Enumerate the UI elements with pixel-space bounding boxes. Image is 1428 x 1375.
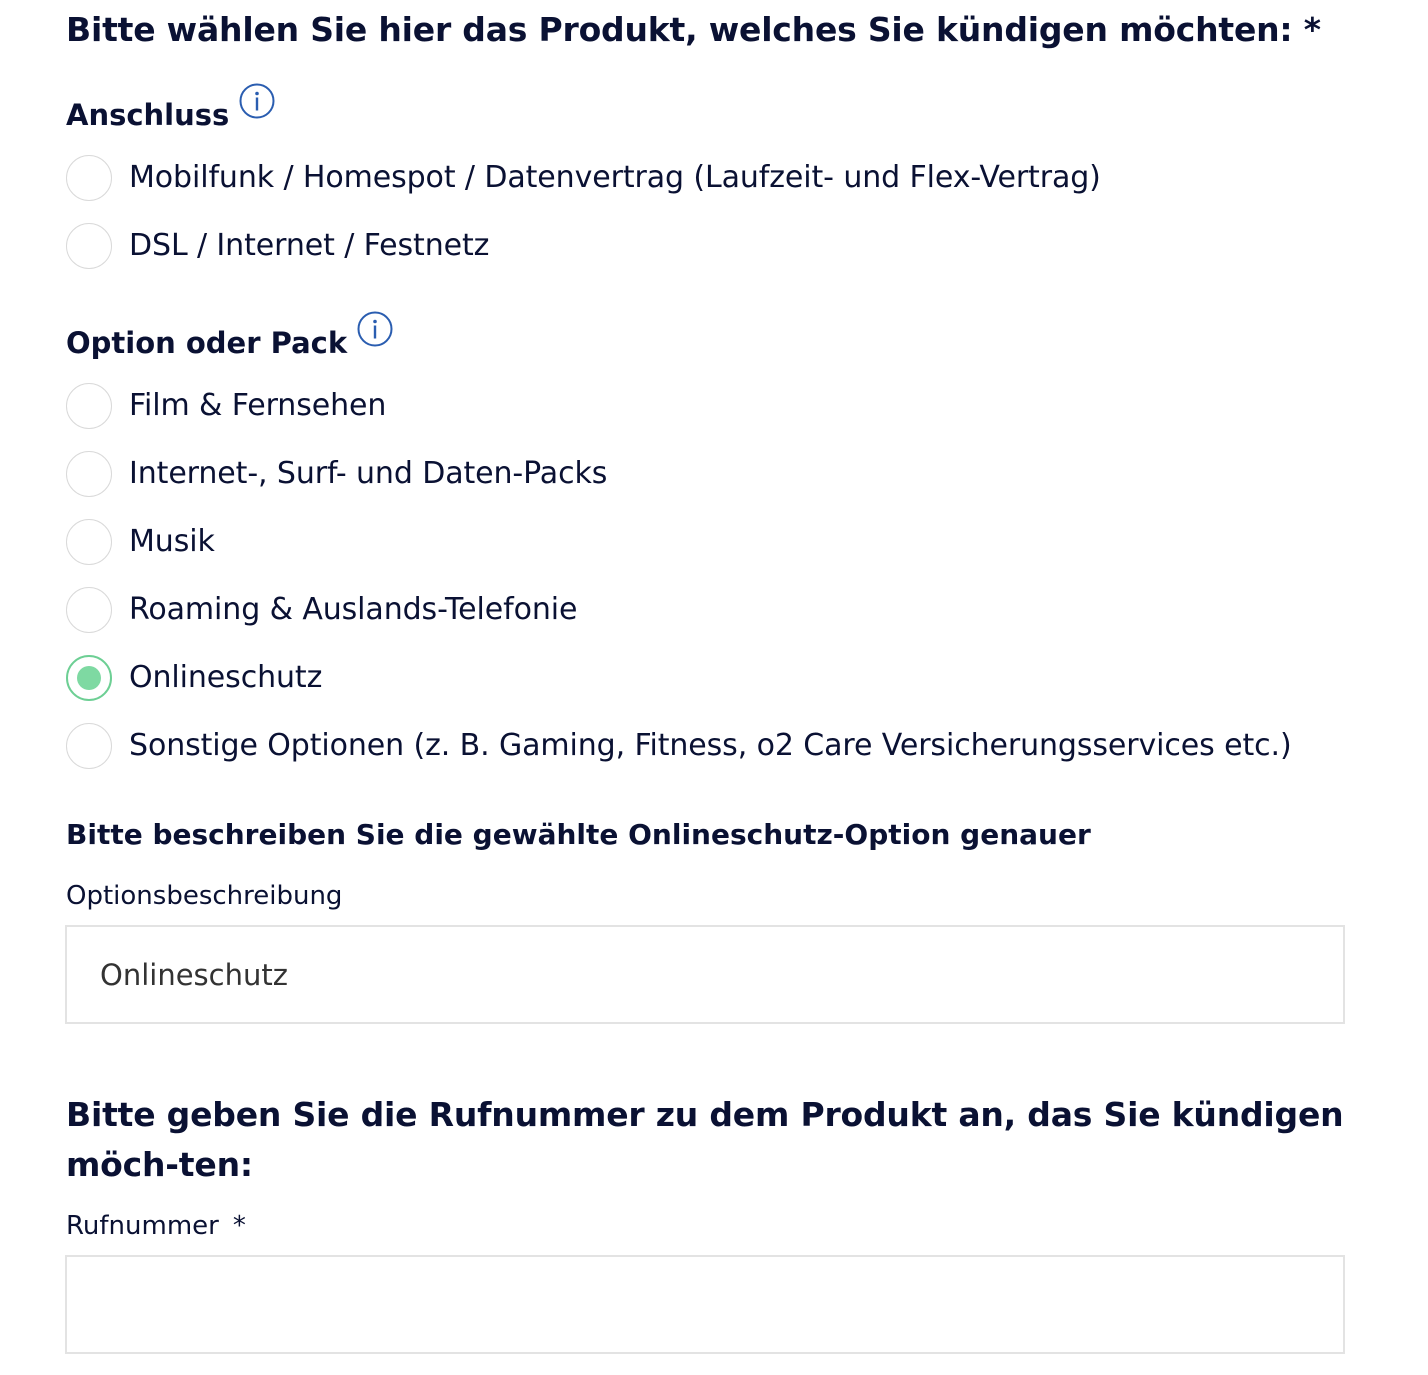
radio-button[interactable]	[66, 223, 112, 269]
radio-option-musik[interactable]	[66, 518, 215, 566]
group-title-option-oder-pack	[66, 323, 393, 363]
radio-option-film-fernsehen[interactable]	[66, 382, 386, 430]
radio-button-selected[interactable]	[66, 655, 112, 701]
radio-label: Film & Fernsehen	[129, 388, 387, 423]
phone-heading: Bitte geben Sie die Rufnummer zu dem Produkt an, das Sie kündigen möch-ten:	[66, 1095, 1344, 1184]
radio-button[interactable]	[66, 383, 112, 429]
radio-button[interactable]	[66, 155, 112, 201]
radio-label: Onlineschutz	[129, 660, 323, 695]
info-icon[interactable]	[357, 311, 393, 347]
radio-label: DSL / Internet / Festnetz	[129, 228, 490, 263]
radio-label: Sonstige Optionen (z. B. Gaming, Fitness, o2 Care Versicherungsservices etc.)	[129, 728, 1292, 763]
group-title-anschluss	[66, 95, 275, 135]
radio-option-dsl[interactable]	[66, 222, 489, 270]
radio-option-sonstige[interactable]	[66, 722, 1292, 770]
radio-label: Internet-, Surf- und Daten-Packs	[129, 456, 608, 491]
radio-button[interactable]	[66, 723, 112, 769]
product-selection-heading: Bitte wählen Sie hier das Produkt, welches Sie kündigen möchten: *	[66, 10, 1321, 49]
radio-button[interactable]	[66, 451, 112, 497]
group-title-label: Anschluss	[66, 98, 230, 132]
radio-label: Roaming & Auslands-Telefonie	[129, 592, 578, 627]
radio-label: Musik	[129, 524, 215, 559]
radio-option-mobilfunk[interactable]	[66, 154, 1101, 202]
info-icon[interactable]	[239, 83, 275, 119]
group-title-label: Option oder Pack	[66, 326, 348, 360]
phone-field-label	[66, 1209, 246, 1243]
radio-option-onlineschutz[interactable]	[66, 654, 322, 702]
radio-button[interactable]	[66, 519, 112, 565]
radio-label: Mobilfunk / Homespot / Datenvertrag (Laufzeit- und Flex-Vertrag)	[129, 160, 1101, 195]
description-heading: Bitte beschreiben Sie die gewählte Onlineschutz-Option genauer	[66, 818, 1091, 851]
required-marker: *	[232, 1211, 246, 1241]
radio-button[interactable]	[66, 587, 112, 633]
radio-option-daten-packs[interactable]	[66, 450, 607, 498]
phone-input[interactable]	[65, 1255, 1345, 1354]
radio-option-roaming[interactable]	[66, 586, 577, 634]
phone-label-text: Rufnummer	[66, 1211, 219, 1241]
description-field-label: Optionsbeschreibung	[66, 881, 343, 911]
description-input[interactable]	[65, 925, 1345, 1024]
